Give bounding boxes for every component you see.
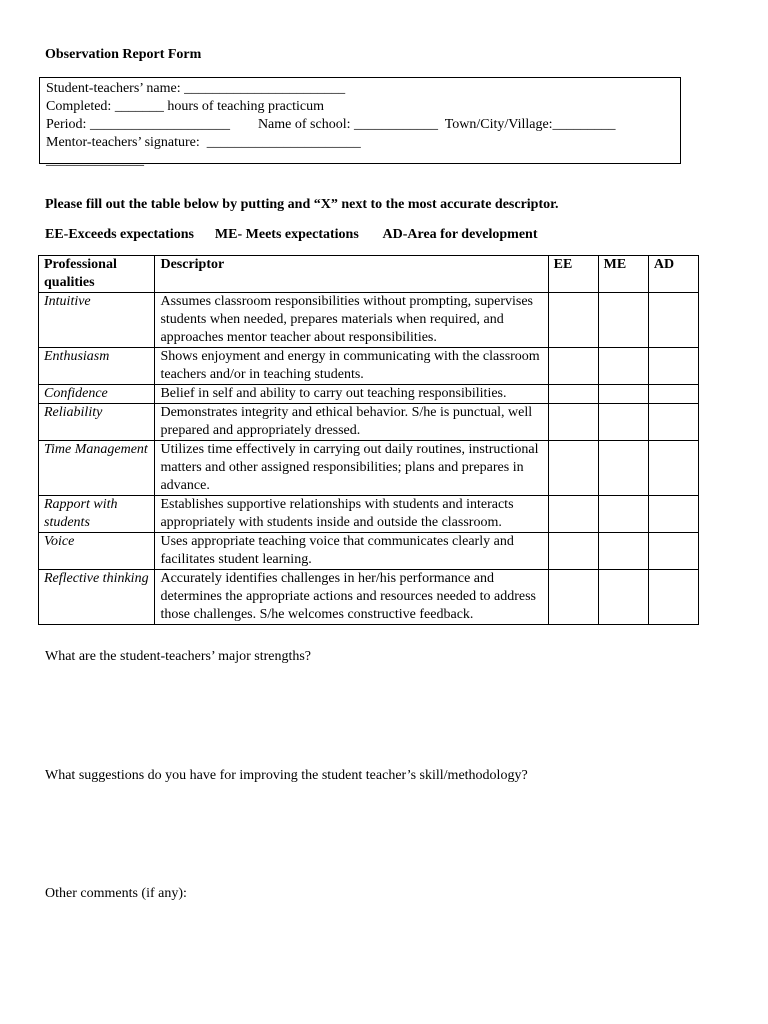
quality-cell: Rapport with students bbox=[39, 496, 155, 533]
descriptor-cell: Accurately identifies challenges in her/his performance and determines the appropriate actions and resources needed to address those challenges. S/he welcomes constructive feedback. bbox=[155, 570, 548, 625]
observation-table bbox=[38, 255, 699, 625]
header-descriptor: Descriptor bbox=[155, 256, 548, 293]
ad-checkbox-cell[interactable] bbox=[648, 570, 698, 625]
quality-cell: Intuitive bbox=[39, 293, 155, 348]
quality-cell: Confidence bbox=[39, 385, 155, 404]
ad-checkbox-cell[interactable] bbox=[648, 404, 698, 441]
header-ee: EE bbox=[548, 256, 598, 293]
suggestions-question: What suggestions do you have for improving the student teacher’s skill/methodology? bbox=[45, 768, 528, 783]
ee-checkbox-cell[interactable] bbox=[548, 293, 598, 348]
descriptor-cell: Shows enjoyment and energy in communicating with the classroom teachers and/or in teaching students. bbox=[155, 348, 548, 385]
ee-checkbox-cell[interactable] bbox=[548, 570, 598, 625]
table-row bbox=[39, 496, 699, 533]
header-me: ME bbox=[598, 256, 648, 293]
ad-checkbox-cell[interactable] bbox=[648, 348, 698, 385]
quality-cell: Enthusiasm bbox=[39, 348, 155, 385]
table-header-row bbox=[39, 256, 699, 293]
ad-checkbox-cell[interactable] bbox=[648, 385, 698, 404]
quality-cell: Reliability bbox=[39, 404, 155, 441]
header-ad: AD bbox=[648, 256, 698, 293]
other-comments-label: Other comments (if any): bbox=[45, 886, 187, 901]
me-checkbox-cell[interactable] bbox=[598, 441, 648, 496]
descriptor-cell: Assumes classroom responsibilities without prompting, supervises students when needed, prepares materials when required, and approaches mentor teacher about responsibilities. bbox=[155, 293, 548, 348]
ee-checkbox-cell[interactable] bbox=[548, 533, 598, 570]
quality-cell: Time Management bbox=[39, 441, 155, 496]
descriptor-cell: Utilizes time effectively in carrying out daily routines, instructional matters and other assigned responsibilities; plans and prepares in advance. bbox=[155, 441, 548, 496]
me-checkbox-cell[interactable] bbox=[598, 385, 648, 404]
student-name-line[interactable]: Student-teachers’ name: _______________________ bbox=[46, 81, 346, 96]
quality-cell: Voice bbox=[39, 533, 155, 570]
ee-checkbox-cell[interactable] bbox=[548, 496, 598, 533]
hours-completed-line[interactable]: Completed: _______ hours of teaching practicum bbox=[46, 99, 324, 114]
me-checkbox-cell[interactable] bbox=[598, 348, 648, 385]
me-checkbox-cell[interactable] bbox=[598, 293, 648, 348]
table-instructions: Please fill out the table below by putting and “X” next to the most accurate descriptor. bbox=[45, 197, 559, 212]
table-row bbox=[39, 404, 699, 441]
table-row bbox=[39, 348, 699, 385]
table-row bbox=[39, 441, 699, 496]
descriptor-cell: Establishes supportive relationships with students and interacts appropriately with students inside and outside the classroom. bbox=[155, 496, 548, 533]
me-checkbox-cell[interactable] bbox=[598, 404, 648, 441]
table-row bbox=[39, 533, 699, 570]
header-professional-qualities: Professional qualities bbox=[39, 256, 155, 293]
table-row bbox=[39, 293, 699, 348]
form-title: Observation Report Form bbox=[45, 47, 202, 62]
ad-checkbox-cell[interactable] bbox=[648, 441, 698, 496]
ee-checkbox-cell[interactable] bbox=[548, 404, 598, 441]
period-school-line[interactable]: Period: ____________________ Name of school: ____________ Town/City/Village:_________ bbox=[46, 117, 616, 132]
descriptor-cell: Belief in self and ability to carry out teaching responsibilities. bbox=[155, 385, 548, 404]
descriptor-cell: Demonstrates integrity and ethical behavior. S/he is punctual, well prepared and appropriately dressed. bbox=[155, 404, 548, 441]
ee-checkbox-cell[interactable] bbox=[548, 348, 598, 385]
rating-legend: EE-Exceeds expectations ME- Meets expectations AD-Area for development bbox=[45, 227, 538, 242]
table-row bbox=[39, 385, 699, 404]
ee-checkbox-cell[interactable] bbox=[548, 441, 598, 496]
me-checkbox-cell[interactable] bbox=[598, 570, 648, 625]
descriptor-cell: Uses appropriate teaching voice that communicates clearly and facilitates student learning. bbox=[155, 533, 548, 570]
quality-cell: Reflective thinking bbox=[39, 570, 155, 625]
ad-checkbox-cell[interactable] bbox=[648, 293, 698, 348]
ee-checkbox-cell[interactable] bbox=[548, 385, 598, 404]
ad-checkbox-cell[interactable] bbox=[648, 533, 698, 570]
signature-continuation-line[interactable]: ______________ bbox=[46, 153, 144, 168]
ad-checkbox-cell[interactable] bbox=[648, 496, 698, 533]
strengths-question: What are the student-teachers’ major strengths? bbox=[45, 649, 312, 664]
me-checkbox-cell[interactable] bbox=[598, 533, 648, 570]
mentor-signature-line[interactable]: Mentor-teachers’ signature: ______________________ bbox=[46, 135, 361, 150]
student-info-box bbox=[39, 77, 681, 168]
me-checkbox-cell[interactable] bbox=[598, 496, 648, 533]
table-row bbox=[39, 570, 699, 625]
